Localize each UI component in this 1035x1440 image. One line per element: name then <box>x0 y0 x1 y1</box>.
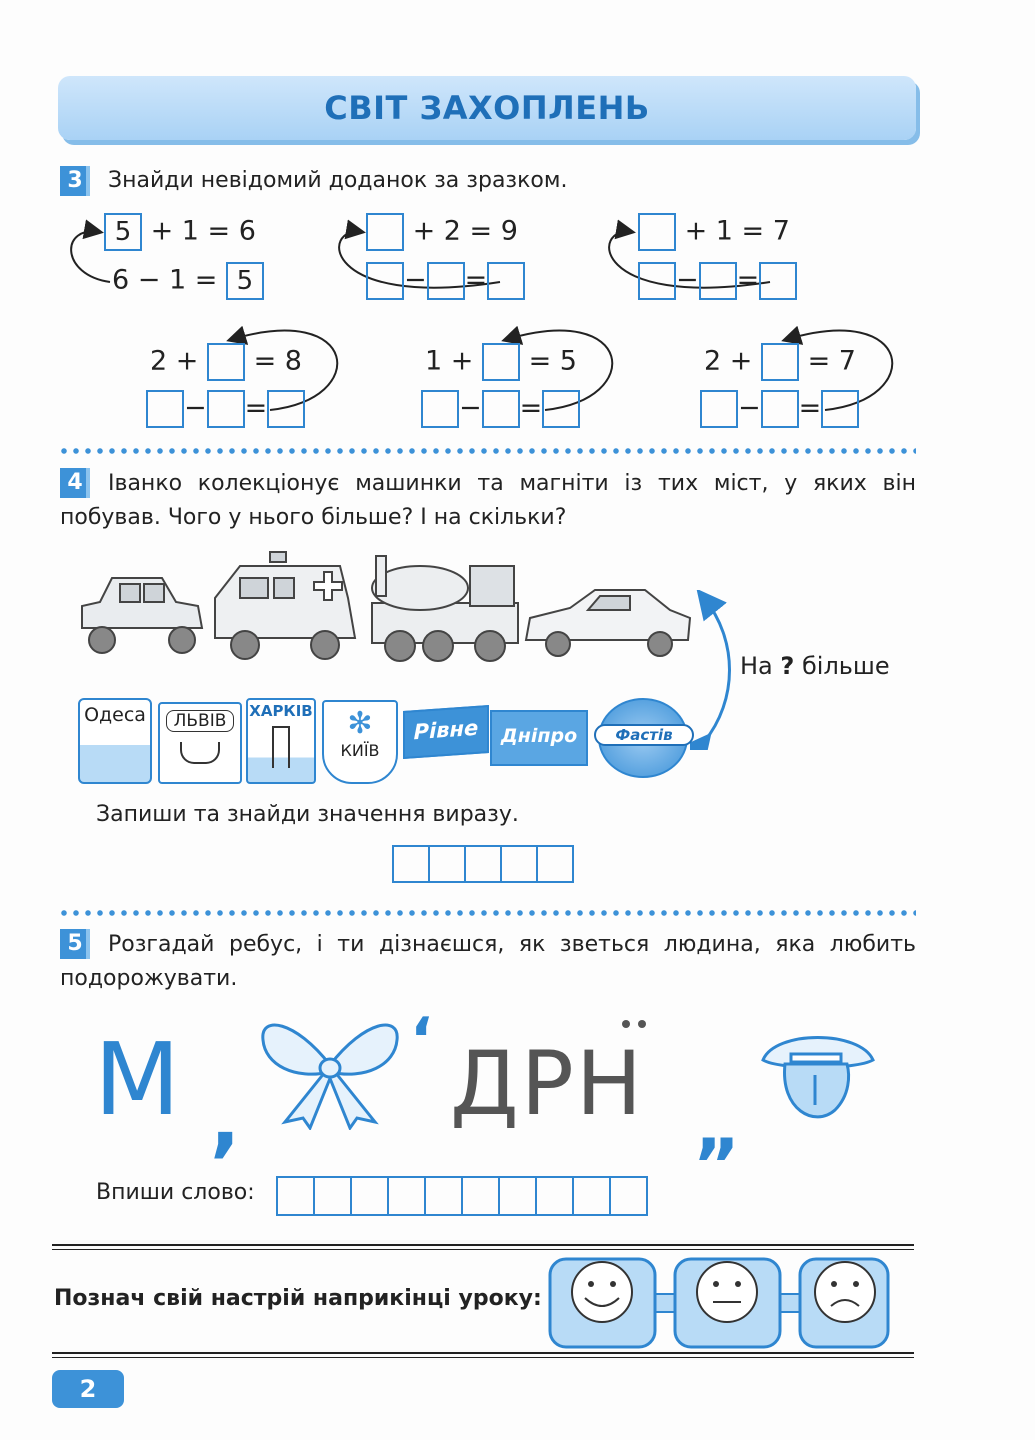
answer-box[interactable] <box>638 262 676 300</box>
chestnut-leaf-icon: ✻ <box>347 706 373 741</box>
answer-box[interactable] <box>207 343 245 381</box>
input-cell[interactable] <box>500 1178 537 1214</box>
tower-icon <box>272 726 290 768</box>
section-divider <box>58 910 916 916</box>
mood-faces <box>545 1254 895 1354</box>
answer-box[interactable] <box>427 262 465 300</box>
input-cell[interactable] <box>574 1178 611 1214</box>
divider-line <box>52 1357 914 1358</box>
rebus-letter: М <box>94 1021 181 1138</box>
equation-top-2: + 1 = 7 <box>638 213 790 251</box>
answer-box[interactable] <box>761 343 799 381</box>
magnet-dnipro: Дніпро <box>490 710 588 766</box>
divider-line <box>52 1244 914 1246</box>
answer-box[interactable] <box>482 390 520 428</box>
equation-bottom-3-subtraction: − = <box>700 390 859 428</box>
answer-box[interactable] <box>542 390 580 428</box>
answer-box[interactable] <box>759 262 797 300</box>
ambulance-icon <box>215 552 355 659</box>
answer-box[interactable] <box>699 262 737 300</box>
input-cell[interactable] <box>389 1178 426 1214</box>
answer-box[interactable] <box>638 213 676 251</box>
double-arrow <box>690 590 740 750</box>
input-cell[interactable] <box>463 1178 500 1214</box>
input-cell[interactable] <box>537 1178 574 1214</box>
equation-bottom-3: 2 + = 7 <box>704 343 856 381</box>
answer-box[interactable] <box>207 390 245 428</box>
task-number-badge: 4 <box>60 468 90 498</box>
task-number-badge: 5 <box>60 929 90 959</box>
mood-label: Познач свій настрій наприкінці уроку: <box>54 1286 542 1311</box>
answer-box[interactable] <box>700 390 738 428</box>
equation-bottom-2: 1 + = 5 <box>425 343 577 381</box>
rebus-comma: , <box>210 1073 241 1166</box>
rebus-dot <box>638 1020 646 1028</box>
rebus-word: ДРН <box>450 1032 644 1135</box>
bow-icon <box>255 1010 405 1130</box>
input-cell[interactable] <box>502 847 538 881</box>
sad-face-icon[interactable] <box>800 1259 888 1347</box>
task-number-badge: 3 <box>60 166 90 196</box>
equation-bottom-2-subtraction: − = <box>421 390 580 428</box>
answer-box[interactable] <box>366 213 404 251</box>
task-5-instruction: Розгадай ребус, і ти дізнаєшся, як зветься людина, яка любить подорожувати. <box>60 932 916 991</box>
page-number: 2 <box>52 1370 124 1408</box>
input-cell[interactable] <box>430 847 466 881</box>
magnet-kyiv: ✻ КИЇВ <box>322 700 398 784</box>
input-cell[interactable] <box>466 847 502 881</box>
answer-box[interactable] <box>267 390 305 428</box>
comparison-question: На ? більше <box>740 652 890 680</box>
answer-box: 5 <box>226 262 264 300</box>
answer-box[interactable] <box>366 262 404 300</box>
happy-face-icon[interactable] <box>550 1259 655 1347</box>
answer-box[interactable] <box>821 390 859 428</box>
divider-line <box>52 1249 914 1250</box>
answer-box: 5 <box>104 213 142 251</box>
expression-input-cells[interactable] <box>392 845 574 883</box>
magnet-rivne: Рівне <box>403 705 489 759</box>
answer-box[interactable] <box>761 390 799 428</box>
neutral-face-icon[interactable] <box>675 1259 780 1347</box>
car-icon <box>82 578 202 653</box>
word-input-label: Впиши слово: <box>96 1180 255 1205</box>
magnet-odesa: Одеса <box>78 698 152 784</box>
rebus-quotes: „ <box>694 1084 742 1168</box>
answer-box[interactable] <box>421 390 459 428</box>
sports-car-icon <box>526 590 690 656</box>
answer-box[interactable] <box>487 262 525 300</box>
cup-icon <box>180 742 220 764</box>
equation-top-1: + 2 = 9 <box>366 213 518 251</box>
magnet-lviv: ЛЬВІВ <box>158 702 242 784</box>
task-4-instruction: Іванко колекціонує машинки та магніти із тих міст, у яких він побував. Чого у нього більше? І на скільки? <box>60 471 916 530</box>
divider-line <box>52 1352 914 1354</box>
cement-mixer-icon <box>372 556 518 661</box>
input-cell[interactable] <box>394 847 430 881</box>
input-cell[interactable] <box>352 1178 389 1214</box>
input-cell[interactable] <box>315 1178 352 1214</box>
input-cell[interactable] <box>278 1178 315 1214</box>
answer-box[interactable] <box>482 343 520 381</box>
input-cell[interactable] <box>538 847 572 881</box>
magnet-kharkiv: ХАРКІВ <box>246 698 316 784</box>
input-cell[interactable] <box>611 1178 646 1214</box>
word-input-cells[interactable] <box>276 1176 648 1216</box>
rebus-dot <box>622 1020 630 1028</box>
task-3-instruction: Знайди невідомий доданок за зразком. <box>108 168 568 193</box>
answer-box[interactable] <box>146 390 184 428</box>
toy-cars-illustration <box>70 548 700 668</box>
equation-bottom-1: 2 + = 8 <box>150 343 302 381</box>
equation-top-2-subtraction: − = <box>638 262 797 300</box>
section-divider <box>58 448 916 454</box>
equation-bottom-1-subtraction: − = <box>146 390 305 428</box>
task-4-sub-instruction: Запиши та знайди значення виразу. <box>96 802 519 827</box>
rebus-apostrophe: ‘ <box>410 1005 433 1075</box>
tongue-icon <box>755 1020 880 1130</box>
example-equation-1: 5 + 1 = 6 <box>104 213 256 251</box>
example-equation-2: 6 − 1 = 5 <box>112 262 264 300</box>
equation-top-1-subtraction: − = <box>366 262 525 300</box>
page-title: СВІТ ЗАХОПЛЕНЬ <box>324 89 650 127</box>
input-cell[interactable] <box>426 1178 463 1214</box>
magnet-fastiv: Фастів <box>598 698 688 778</box>
